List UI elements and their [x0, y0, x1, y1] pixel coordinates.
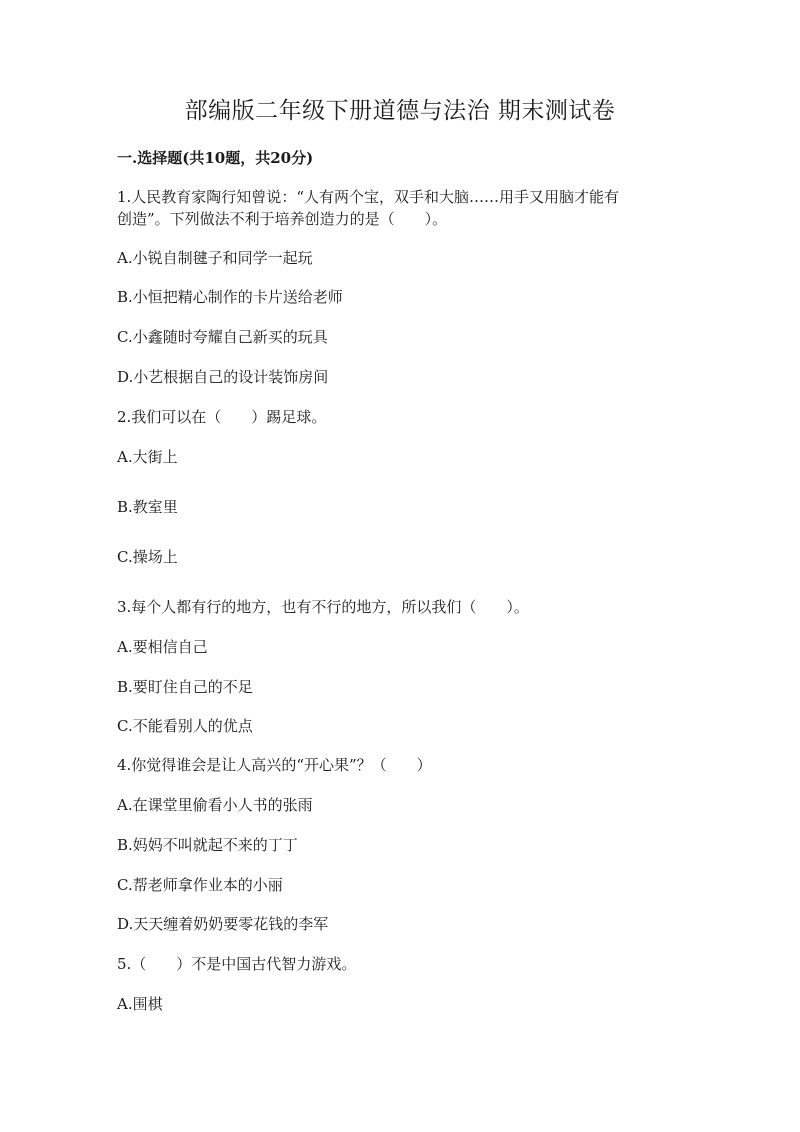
question-2-option-c: C.操场上 [117, 548, 178, 566]
question-1-stem-line-2: 创造”。下列做法不利于培养创造力的是（ ）。 [117, 210, 448, 228]
question-1-stem-line-1: 1.人民教育家陶行知曾说：“人有两个宝，双手和大脑……用手又用脑才能有 [117, 188, 619, 206]
question-1-option-b: B.小恒把精心制作的卡片送给老师 [117, 288, 343, 306]
question-3-option-a: A.要相信自己 [117, 638, 208, 656]
question-2-option-a: A.大街上 [117, 448, 178, 466]
question-4-option-a: A.在课堂里偷看小人书的张雨 [117, 796, 313, 814]
question-2-option-b: B.教室里 [117, 498, 178, 516]
question-3-stem: 3.每个人都有行的地方，也有不行的地方，所以我们（ ）。 [117, 598, 529, 616]
question-5-option-a: A.围棋 [117, 995, 163, 1013]
question-3-option-c: C.不能看别人的优点 [117, 717, 253, 735]
question-2-stem: 2.我们可以在（ ）踢足球。 [117, 408, 327, 426]
question-5-stem: 5.（ ）不是中国古代智力游戏。 [117, 955, 357, 973]
section-heading: 一.选择题(共10题，共20分) [117, 149, 314, 167]
question-4-option-c: C.帮老师拿作业本的小丽 [117, 876, 283, 894]
question-1-option-c: C.小鑫随时夸耀自己新买的玩具 [117, 328, 328, 346]
question-4-option-b: B.妈妈不叫就起不来的丁丁 [117, 836, 298, 854]
question-4-option-d: D.天天缠着奶奶要零花钱的李军 [117, 915, 329, 933]
page-title: 部编版二年级下册道德与法治 期末测试卷 [184, 98, 616, 124]
question-3-option-b: B.要盯住自己的不足 [117, 678, 253, 696]
question-1-option-a: A.小锐自制毽子和同学一起玩 [117, 249, 313, 267]
question-4-stem: 4.你觉得谁会是让人高兴的“开心果”？（ ） [117, 756, 432, 774]
question-1-option-d: D.小艺根据自己的设计装饰房间 [117, 368, 329, 386]
